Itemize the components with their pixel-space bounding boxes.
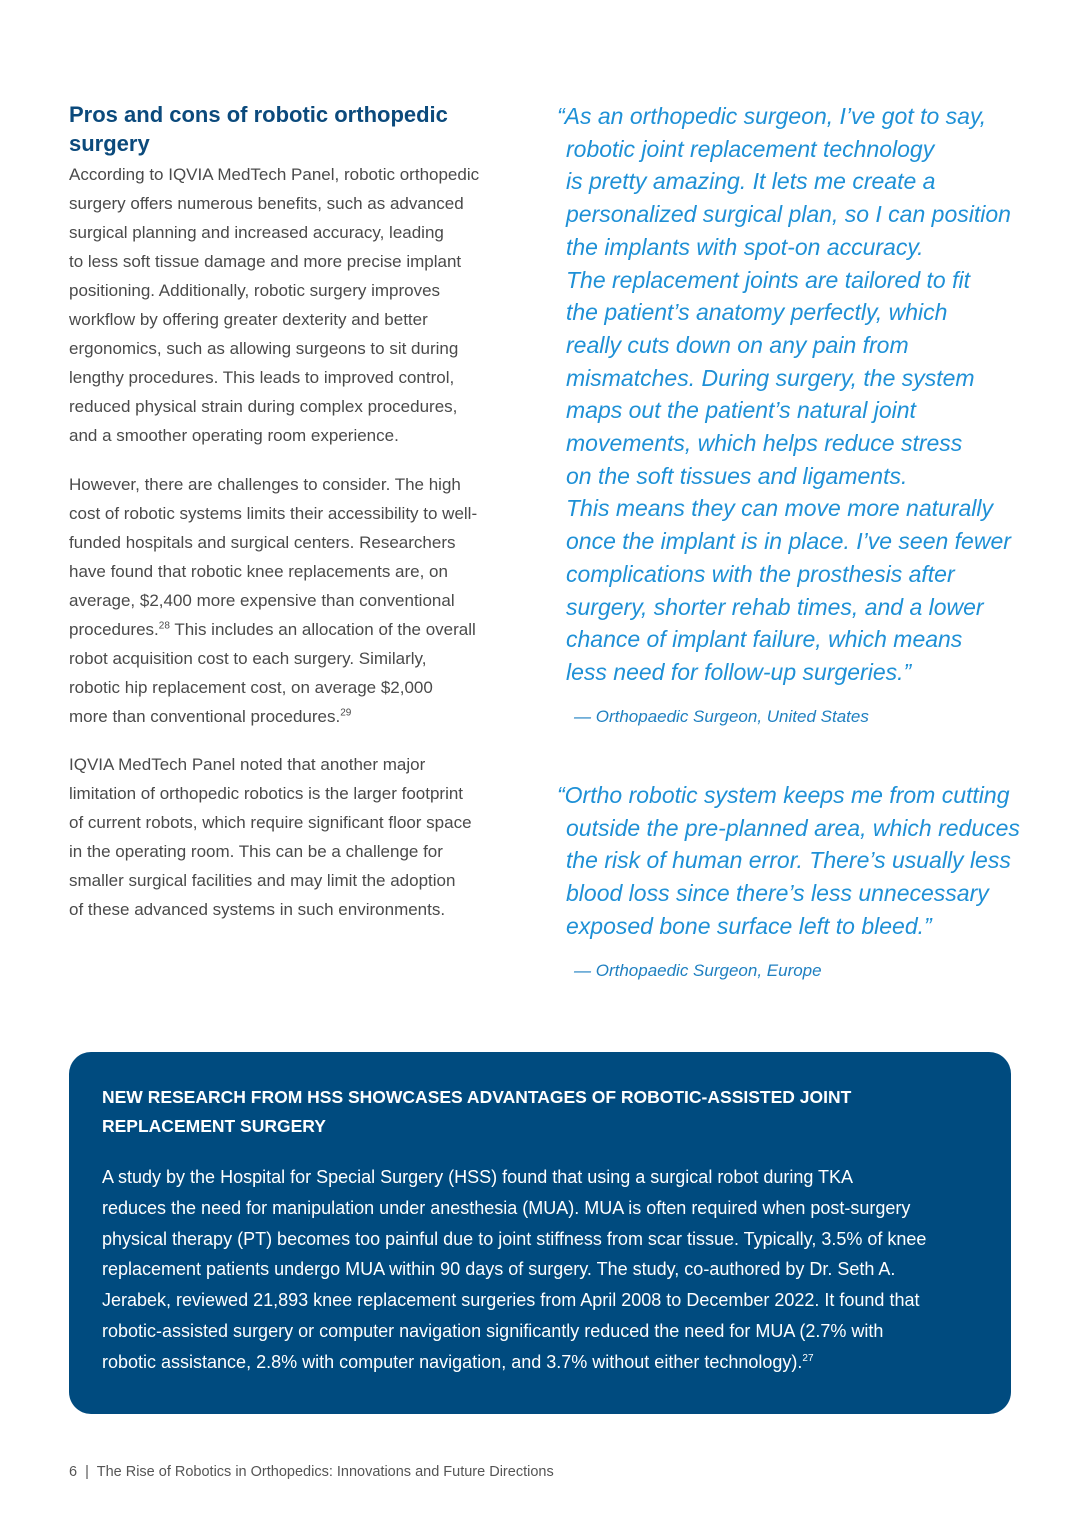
quote-europe-surgeon [557,779,1057,943]
callout-heading [102,1083,851,1141]
text-line: “Ortho robotic system keeps me from cutting [557,782,1010,808]
text-line: robotic joint replacement technology [566,135,935,162]
text-line: surgery offers numerous benefits, such as advanced [69,194,464,213]
text-line: smaller surgical facilities and may limit the adoption [69,871,456,890]
text-line: once the implant is in place. I’ve seen fewer [566,528,1011,555]
page-footer [69,1464,554,1480]
text-line: The replacement joints are tailored to fit [566,266,970,293]
text-line: “As an orthopedic surgeon, I’ve got to say, [557,103,987,129]
text-line: average, $2,400 more expensive than conventional [69,591,455,610]
text-line: in the operating room. This can be a challenge for [69,842,443,861]
text: This includes an allocation of the overall [169,620,476,639]
text-line: reduces the need for manipulation under anesthesia (MUA). MUA is often required when post-surgery [102,1197,911,1218]
text-line: outside the pre-planned area, which reduces [566,814,1020,841]
text-line: limitation of orthopedic robotics is the larger footprint [69,784,464,803]
text-line: the implants with spot-on accuracy. [566,233,924,260]
text-line: the patient’s anatomy perfectly, which [566,299,948,326]
text-line: less need for follow-up surgeries.” [566,658,912,685]
text-line: workflow by offering greater dexterity and better [69,310,428,329]
text-line: However, there are challenges to consider. The high [69,475,461,494]
text-line: lengthy procedures. This leads to improved control, [69,368,455,387]
text-line: ergonomics, such as allowing surgeons to sit during [69,339,459,358]
text-line: physical therapy (PT) becomes too painful due to joint stiffness from scar tissue. Typically, 3.5% of knee [102,1228,927,1249]
footer-separator: | [85,1464,89,1480]
section-heading [69,100,539,158]
text-line: have found that robotic knee replacements are, on [69,562,448,581]
page-number: 6 [69,1464,78,1480]
text: procedures. [69,620,159,639]
text-line: NEW RESEARCH FROM HSS SHOWCASES ADVANTAGES OF ROBOTIC-ASSISTED JOINT [102,1087,852,1107]
callout-body [102,1162,926,1378]
text-line: surgical planning and increased accuracy, leading [69,223,444,242]
quote-attribution: — Orthopaedic Surgeon, United States [574,707,869,726]
text-line: to less soft tissue damage and more precise implant [69,252,462,271]
quote-attribution: — Orthopaedic Surgeon, Europe [574,961,822,980]
text-line: chance of implant failure, which means [566,626,963,653]
text-line: cost of robotic systems limits their accessibility to well- [69,504,478,523]
document-title: The Rise of Robotics in Orthopedics: Innovations and Future Directions [96,1464,554,1480]
text-line: blood loss since there’s less unnecessary [566,880,989,907]
text-line: of these advanced systems in such environments. [69,900,446,919]
paragraph-footprint [69,750,529,924]
paragraph-benefits [69,160,529,450]
text-line: reduced physical strain during complex procedures, [69,397,458,416]
paragraph-challenges [69,470,529,731]
citation-27: 27 [802,1352,814,1364]
text: robotic assistance, 2.8% with computer navigation, and 3.7% without either technology). [102,1351,803,1372]
text-line: REPLACEMENT SURGERY [102,1116,326,1136]
text-line [69,702,529,731]
text-line: Pros and cons of robotic orthopedic [69,102,448,127]
text-line [102,1347,926,1378]
text-line: replacement patients undergo MUA within 90 days of surgery. The study, co-authored by Dr. Seth A. [102,1259,896,1280]
text-line: According to IQVIA MedTech Panel, robotic orthopedic [69,165,480,184]
text-line: A study by the Hospital for Special Surgery (HSS) found that using a surgical robot during TKA [102,1167,854,1187]
text-line: This means they can move more naturally [566,495,993,522]
citation-28: 28 [158,620,170,632]
text-line: robotic-assisted surgery or computer navigation significantly reduced the need for MUA (2.7% with [102,1320,884,1341]
text-line: robotic hip replacement cost, on average $2,000 [69,678,433,697]
text-line: movements, which helps reduce stress [566,430,963,457]
text-line: complications with the prosthesis after [566,560,955,587]
text-line: IQVIA MedTech Panel noted that another major [69,755,426,774]
quote-us-surgeon [557,100,1057,689]
text-line [69,615,529,644]
text-line: maps out the patient’s natural joint [566,397,916,424]
text-line: and a smoother operating room experience. [69,426,399,445]
text-line: surgery, shorter rehab times, and a lower [566,593,984,620]
text-line: exposed bone surface left to bleed.” [566,912,932,939]
text-line: positioning. Additionally, robotic surgery improves [69,281,441,300]
text-line: of current robots, which require significant floor space [69,813,472,832]
text-line: really cuts down on any pain from [566,331,909,358]
citation-29: 29 [340,707,352,719]
text-line: robot acquisition cost to each surgery. Similarly, [69,649,427,668]
text: more than conventional procedures. [69,707,341,726]
text-line: Jerabek, reviewed 21,893 knee replacement surgeries from April 2008 to December 2022. It found that [102,1290,920,1311]
text-line: funded hospitals and surgical centers. Researchers [69,533,456,552]
text-line: surgery [69,131,150,156]
text-line: is pretty amazing. It lets me create a [566,168,936,195]
text-line: personalized surgical plan, so I can position [566,201,1011,228]
text-line: on the soft tissues and ligaments. [566,462,908,489]
text-line: mismatches. During surgery, the system [566,364,975,391]
text-line: the risk of human error. There’s usually less [566,847,1011,874]
